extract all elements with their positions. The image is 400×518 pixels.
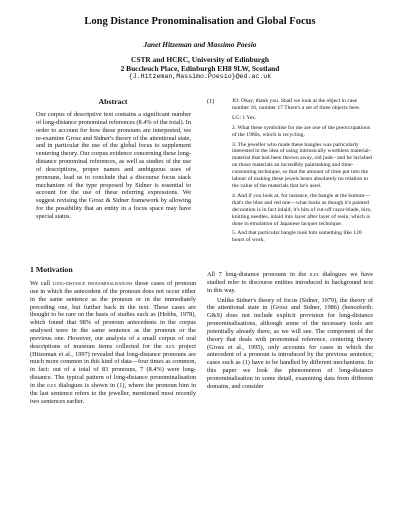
example-line: JO: Okay, thank you. Shall we look at the object in case number 16, number 17 There's a set of three objects here. [232, 98, 361, 111]
author-emails: {J.Hitzeman,Massimo.Poesio}@ed.ac.uk [128, 73, 272, 80]
abstract-heading: Abstract [98, 97, 128, 106]
section-heading-motivation: 1 Motivation [30, 265, 73, 274]
example-line: 3. The jeweller who made these bangles was particularly interested in the idea of using intrinsically worthless material– material that had been thrown away, old junk– and he lavished on those materials an incredibly painstaking and time-consuming technique, so that the amount of time put into the labour of making these jewels bears absolutely no relation to the value of the materials that he's used. [232, 141, 372, 189]
example-line: LG: 1 Yes. [232, 114, 256, 121]
example-line: 4. And if you look at, for instance, the bangle at the bottom—that's the blue and red one—what looks as though it's painted decoration is in fact inlaid; it's bits of cut-off razor-blade, biro, knitting needles, inlaid into layer after layer of resin, which is done in emulation of Japanese lacquer technique. [232, 192, 372, 227]
affiliation-line-2: 2 Buccleuch Place, Edinburgh EH8 9LW, Scotland [120, 64, 280, 73]
motivation-body [30, 280, 196, 406]
right-paragraph-2: Unlike Sidner's theory of focus (Sidner, 1979), the theory of the attentional state in (Grosz and Sidner, 1986) (henceforth: G&S) does not include explicit provision for long-distance pronominalisations, although some of the necessary tools are potentially already there, as we will see. The component of the theory that deals with pronominal reference, centering theory (Grosz et al., 1995), only accounts for cases in which the antecedent of a pronoun is introduced by the previous sentence; cases such as (1) have to be handled by different mechanisms. In this paper we look the phenomenon of long-distance pronominalisation in some detail, examining data from different domains, and consider [207, 296, 373, 390]
right-paragraph-1: All 7 long-distance pronouns in the ilex dialogues we have studied refer to discourse entities introduced in background text in this way. [207, 271, 373, 294]
paper-authors: Janet Hitzeman and Massimo Poesio [143, 40, 257, 49]
abstract-body [36, 111, 191, 221]
right-column-body [207, 271, 373, 391]
example-line: 2. What these symbolise for me are one of the preoccupations of the 1980s, which is recycling. [232, 124, 370, 138]
abstract-text: Our corpus of descriptive text contains a significant number of long-distance pronominal references (8.4% of the total). In order to account for how these pronouns are interpreted, we re-examine Grosz and Sidner's theory of the attentional state, and in particular the use of the global focus to supplement centering theory. Our corpus evidence concerning these long-distance pronominal references, as well as studies of the use of descriptions, proper names and ambiguous uses of pronouns, lead us to conclude that a discourse focus stack mechanism of the type proposed by Sidner is essential to account for the use of these referring expressions. We suggest revising the Grosz & Sidner framework by allowing for the possibility that an entity in a focus space may have special status. [36, 111, 191, 220]
affiliation-line-1: CSTR and HCRC, University of Edinburgh [131, 55, 269, 64]
paper-title: Long Distance Pronominalisation and Global Focus [84, 16, 316, 27]
example-number: (1) [207, 98, 215, 105]
motivation-paragraph: We call long-distance pronominalisations those cases of pronoun use in which the antecedent of the pronoun does not occur either in the same sentence as the pronoun or in the immediately preceding one, but further back in the text. These cases are thought to be rare on the basis of studies such as (Hobbs, 1978), which found that 98% of pronoun antecedents in the corpus analysed were in the same sentence as the pronoun or the previous one. However, our analysis of a small corpus of oral descriptions of museum items collected for the ilex project (Hitzeman et al., 1997) revealed that long-distance pronouns are much more common in this kind of data—four times as common, in fact: out of a total of 83 pronouns, 7 (8.4%) were long-distance. The typical pattern of long-distance pronominalisation in the ilex dialogues is shown in (1), where the pronoun him in the last sentence refers to the jeweller, mentioned most recently two sentences earlier. [30, 280, 197, 405]
example-line: 5. And that particular bangle took him something like 120 hours of work. [232, 230, 362, 244]
example-dialogue [232, 98, 372, 247]
